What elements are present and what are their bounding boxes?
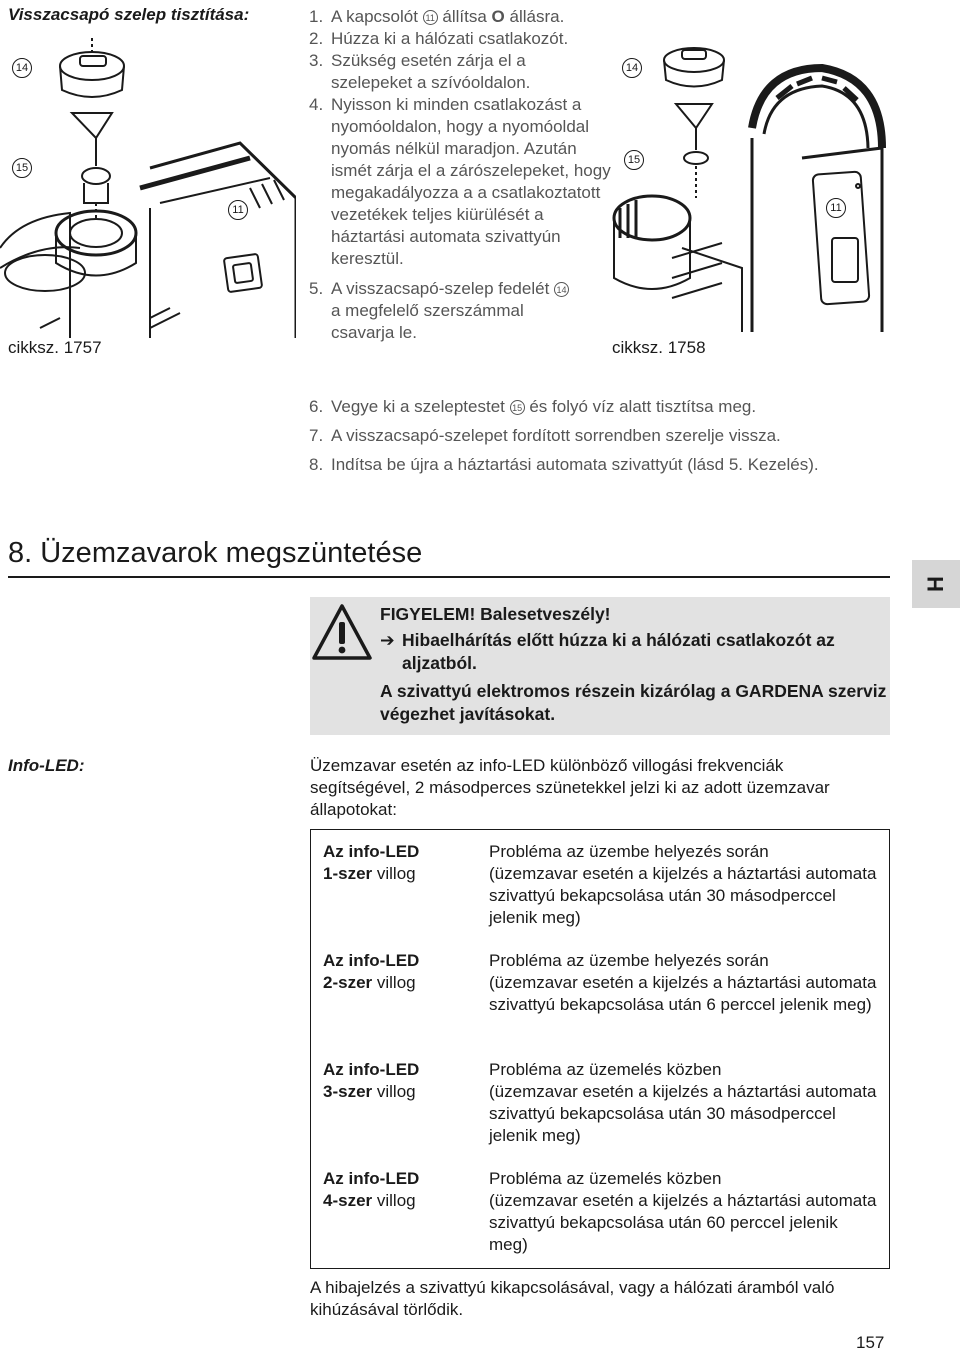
warning-box (310, 597, 890, 735)
step-item-6: 6. Vegye ki a szeleptestet 15 és folyó víz alatt tisztítsa meg. (309, 397, 757, 416)
step-item-3: 3. Szükség esetén zárja el a szelepeket a szívóoldalon. (309, 51, 531, 92)
step-item-7: 7. A visszacsapó-szelepet fordított sorrendben szerelje vissza. (309, 426, 781, 445)
pump-illustration-1758 (612, 38, 892, 332)
steps-bottom-list (309, 396, 909, 476)
pump-drawing-1758 (612, 38, 892, 332)
page-number: 157 (856, 1333, 885, 1352)
warning-triangle-icon (310, 600, 374, 664)
warning-title: FIGYELEM! Balesetveszély! (380, 604, 611, 624)
step-item-8: 8. Indítsa be újra a háztartási automata szivattyút (lásd 5. Kezelés). (309, 455, 819, 474)
figure-label-1757: cikksz. 1757 (8, 338, 102, 357)
pump-drawing-1757 (0, 38, 296, 338)
callout-11-icon: 11 (826, 198, 846, 218)
callout-11-icon: 11 (228, 200, 248, 220)
steps-top-list (309, 6, 609, 344)
side-heading: Visszacsapó szelep tisztítása: (8, 5, 250, 24)
info-led-footer: A hibajelzés a szivattyú kikapcsolásával, vagy a hálózati áramból való kihúzásával törlődik. (310, 1278, 835, 1319)
warning-line-2: A szivattyú elektromos részein kizárólag a GARDENA szerviz végezhet javításokat. (380, 681, 887, 724)
ref-14-icon: 14 (554, 282, 569, 297)
language-tab: H (912, 560, 960, 608)
section-title: 8. Üzemzavarok megszüntetése (8, 537, 423, 569)
pump-illustration-1757 (0, 38, 296, 338)
step-item-5: 5. A visszacsapó-szelep fedelét 14 a megfelelő szerszámmal csavarja le. (309, 278, 571, 344)
callout-14-icon: 14 (12, 58, 32, 78)
callout-15-icon: 15 (624, 150, 644, 170)
warning-line-1: ➔ Hibaelhárítás előtt húzza ki a hálózati csatlakozót az aljzatból. (380, 630, 835, 673)
figure-label-1758: cikksz. 1758 (612, 338, 706, 357)
arrow-right-icon: ➔ (380, 630, 395, 650)
step-item-4: 4. Nyisson ki minden csatlakozást a nyomóoldalon, hogy a nyomóoldal nyomás nélkül maradjon. Azután ismét zárja el a zárószelepeket, hogy megakadályozza a a csatlakoztatott vezetékek teljes kiürülését a háztartási automata szivattyún keresztül. (309, 95, 611, 268)
ref-15-icon: 15 (510, 400, 525, 415)
callout-14-icon: 14 (622, 58, 642, 78)
error-table: Az info-LED 1-szer villog Probléma az üzembe helyezés során (üzemzavar esetén a kijelzés a háztartási automata szivattyú bekapcsolása után 30 másodperccel jelenik meg) Az info-LED 2-szer villog Probléma az üzembe helyezés során (üzemzavar esetén a kijelzés a háztartási automata szivattyú bekapcsolása után 6 perccel jelenik meg) Az info-LED 3-szer villog Probléma az üzemelés közben (üzemzavar esetén a kijelzés a háztartási automata szivattyú bekapcsolása után 30 másodperccel jelenik meg) Az info-LED 4-szer villog Probléma az üzemelés közben (üzemzavar esetén a kijelzés a háztartási automata szivattyú bekapcsolása után 60 perccel jelenik meg) (310, 829, 890, 1269)
info-led-label: Info-LED: (8, 756, 85, 775)
callout-15-icon: 15 (12, 158, 32, 178)
step-item-2: 2. Húzza ki a hálózati csatlakozót. (309, 29, 569, 48)
warning-text (380, 603, 890, 726)
step-item-1: 1. A kapcsolót 11 állítsa O állásra. (309, 7, 565, 26)
ref-11-icon: 11 (423, 10, 438, 25)
section-divider (8, 576, 890, 578)
info-led-intro: Üzemzavar esetén az info-LED különböző villogási frekvenciák segítségével, 2 másodperces szünetekkel jelzi ki az adott üzemzavar állapotokat: (310, 756, 830, 819)
